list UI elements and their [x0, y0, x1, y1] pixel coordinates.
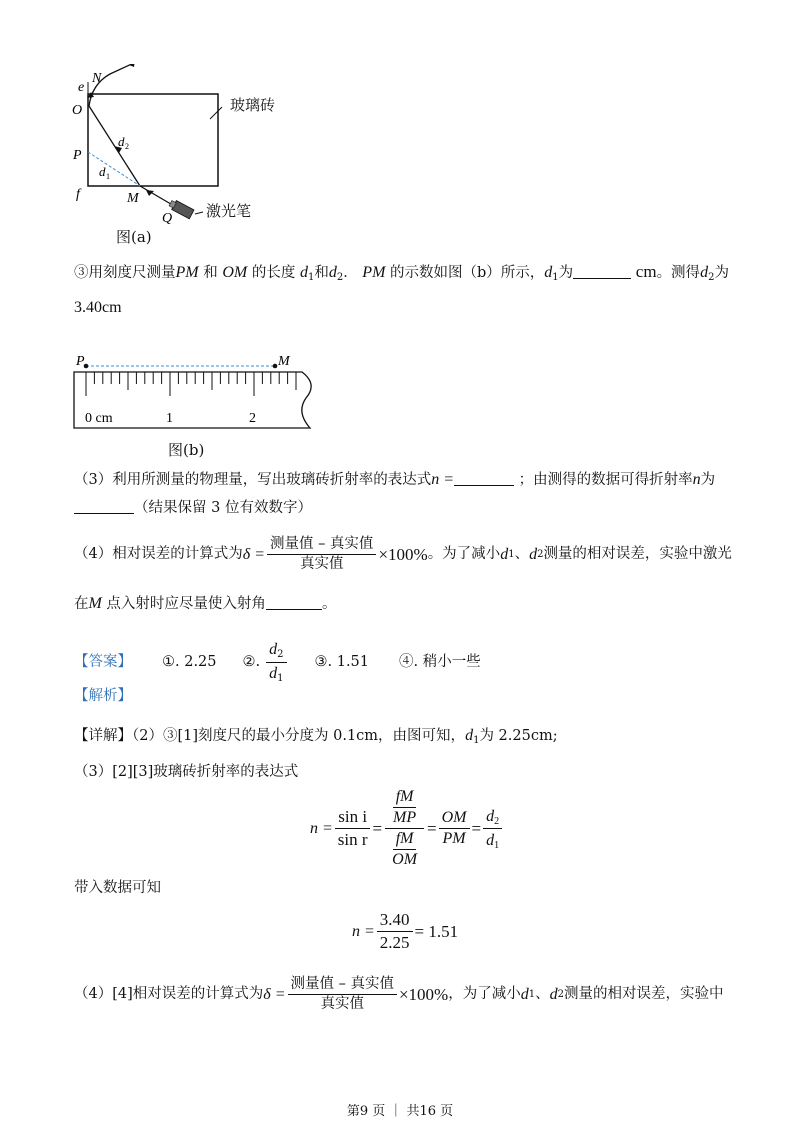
ruler-label-m: M	[278, 354, 290, 369]
label-q: Q	[162, 211, 173, 226]
question-3-item-line1: ③用刻度尺测量PM 和 OM 的长度 $d_1$和$d_2$． PM 的示数如图（b）所示，$d_1$为 cm。测得$d_2$为	[74, 262, 729, 283]
formula-refractive-index: n = $\frac{\text{sin i}}{\text{sin r}}$ = $\frac{\frac{fM}{MP}}{\frac{fM}{OM}}$ = $\frac{OM}{PM}$ = $\frac{d_2}{d_1}$	[310, 788, 504, 869]
label-p: P	[73, 148, 82, 163]
question-3-line1: （3）利用所测量的物理量，写出玻璃砖折射率的表达式n = ；由测得的数据可得折射率n为	[74, 471, 716, 488]
substitute-text: 带入数据可知	[74, 880, 161, 896]
answer-3: ③. 1.51	[314, 653, 370, 670]
ruler-ticks	[86, 372, 296, 396]
answer-2-label: ②.	[242, 653, 261, 670]
answer-1: ①. 2.25	[162, 653, 217, 670]
d2-value: 3.40cm	[74, 299, 122, 316]
label-d1-sub: 1	[106, 172, 110, 181]
answer-4: ④. 稍小一些	[399, 653, 481, 670]
page-footer: 第9 页 ｜ 共16 页	[346, 1104, 454, 1119]
answer-line	[74, 640, 481, 685]
laser-pointer	[195, 212, 203, 214]
label-d2-sub: 2	[125, 142, 129, 151]
ruler-label-p: P	[76, 354, 85, 369]
answer-tag: 【答案】	[74, 653, 132, 670]
relative-error-fraction: $\frac{\text{测量值 – 真实值}}{\text{真实值}}$	[267, 536, 376, 574]
formula-result: n = $\frac{3.40}{2.25}$ = 1.51	[352, 910, 459, 952]
blank-n-value[interactable]	[74, 513, 134, 514]
step-3-text: （3）[2][3]玻璃砖折射率的表达式	[74, 764, 299, 780]
tick-label-0: 0 cm	[85, 411, 113, 426]
answer-2-fraction: $\frac{d_2}{d_1}$	[266, 640, 286, 685]
label-n: N	[92, 71, 102, 86]
question-4-line2: 在M 点入射时应尽量使入射角 。	[74, 595, 337, 612]
laser-label: 激光笔	[206, 202, 252, 220]
point-m	[273, 364, 278, 369]
glass-label: 玻璃砖	[230, 96, 276, 114]
blank-d1[interactable]	[573, 278, 631, 279]
label-o: O	[72, 103, 83, 118]
label-d1: d	[99, 164, 106, 179]
blank-angle[interactable]	[266, 609, 322, 610]
tick-label-2: 2	[249, 411, 256, 426]
tick-label-1: 1	[166, 411, 173, 426]
label-f: f	[76, 187, 80, 202]
figure-a-caption: 图(a)	[116, 228, 152, 246]
detail-line: 【详解】（2）③[1]刻度尺的最小分度为 0.1cm，由图可知，$d_1$为 2.25cm;	[74, 727, 558, 746]
step-4-line: （4）[4]相对误差的计算式为 δ = $\frac{\text{测量值 – 真实值}}{\text{真实值}}$ ×100% ，为了减小 d 1 、 d 2 测量的相对误差，实验中	[74, 976, 724, 1013]
question-3-line2: （结果保留 3 位有效数字）	[74, 500, 312, 517]
blank-n-expression[interactable]	[454, 485, 514, 486]
ray-om	[89, 106, 140, 186]
label-m: M	[127, 191, 139, 206]
analysis-tag: 【解析】	[74, 688, 132, 704]
figure-a-diagram	[70, 64, 290, 246]
figure-b-caption: 图(b)	[168, 441, 205, 459]
label-d2: d	[118, 134, 125, 149]
label-e: e	[78, 80, 85, 95]
dashed-pm	[88, 152, 140, 186]
glass-pointer	[210, 107, 222, 119]
question-4-line1: （4）相对误差的计算式为 δ = $\frac{\text{测量值 – 真实值}}{\text{真实值}}$ ×100% 。为了减小 d 1 、 d 2 测量的相对误差，实验中激光	[74, 536, 732, 573]
